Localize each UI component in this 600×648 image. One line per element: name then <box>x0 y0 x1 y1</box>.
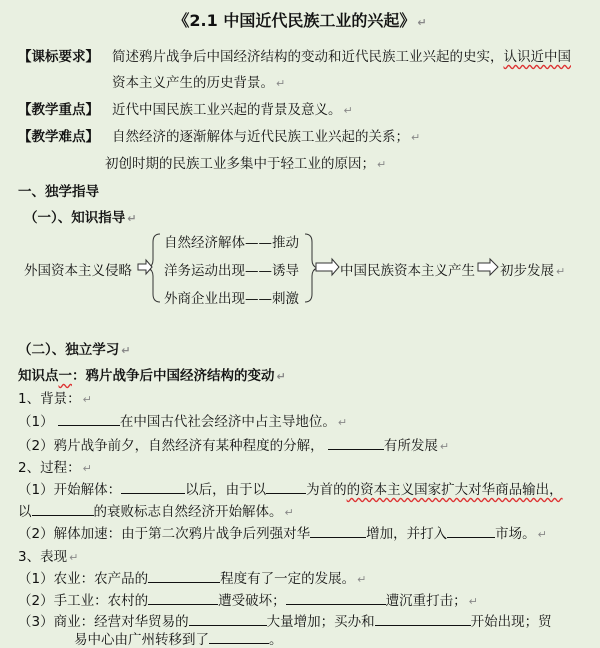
process-item-2: （2）解体加速：由于第二次鸦片战争后列强对华 增加，并打入 市场。 ↵ <box>18 526 547 542</box>
flow-end: 初步发展 ↵ <box>500 263 566 279</box>
fill-blank[interactable] <box>58 413 120 426</box>
key-points-text: 近代中国民族工业兴起的背景及意义。 ↵ <box>112 102 353 118</box>
requirements-label: 【课标要求】 <box>18 49 99 65</box>
right-brace <box>305 234 317 302</box>
flow-start: 外国资本主义侵略 <box>24 263 132 279</box>
process-item-1-cont: 以 的衰败标志自然经济开始解体。 ↵ <box>18 504 294 520</box>
show-item-3-cont: 易中心由广州转移到了 。 <box>74 632 283 648</box>
background-item-1: （1） 在中国古代社会经济中占主导地位。 ↵ <box>18 414 348 430</box>
flow-branch-1: 自然经济解体——推动 <box>164 235 299 251</box>
fill-blank[interactable] <box>286 592 386 605</box>
difficult-points-line2: 初创时期的民族工业多集中于轻工业的原因； ↵ <box>105 156 387 172</box>
fill-blank[interactable] <box>266 481 306 494</box>
fill-blank[interactable] <box>328 437 384 450</box>
fill-blank[interactable] <box>32 503 94 516</box>
section1-subheading: （一）、知识指导 ↵ <box>24 210 137 226</box>
flow-middle: 中国民族资本主义产生 <box>340 263 475 279</box>
process-item-1: （1）开始解体： 以后，由于以 为首的的资本主义国家扩大对华商品输出， <box>18 482 563 498</box>
fill-blank[interactable] <box>189 613 267 626</box>
arrow-3-icon <box>478 259 498 275</box>
fill-blank[interactable] <box>148 570 220 583</box>
background-item-2: （2）鸦片战争前夕，自然经济有某种程度的分解， 有所发展 ↵ <box>18 438 450 454</box>
fill-blank[interactable] <box>209 631 269 644</box>
flow-branch-2: 洋务运动出现——诱导 <box>164 263 299 279</box>
difficult-points-line1: 自然经济的逐渐解体与近代民族工业兴起的关系； ↵ <box>112 129 421 145</box>
show-heading: 3、表现 ↵ <box>18 549 79 565</box>
requirements-text-line1: 简述鸦片战争后中国经济结构的变动和近代民族工业兴起的史实，认识近中国 <box>112 49 571 65</box>
page-title: 《2.1 中国近代民族工业的兴起》 ↵ <box>173 11 427 30</box>
requirements-text-line2: 资本主义产生的历史背景。 ↵ <box>112 75 286 91</box>
key-points-label: 【教学重点】 <box>18 102 99 118</box>
difficult-points-label: 【教学难点】 <box>18 129 99 145</box>
show-item-2: （2）手工业：农村的 遭受破坏； 遭沉重打击； ↵ <box>18 593 478 609</box>
paragraph-mark: ↵ <box>417 16 427 29</box>
fill-blank[interactable] <box>375 613 471 626</box>
show-item-3: （3）商业：经营对华贸易的 大量增加；买办和 开始出现；贸 <box>18 614 552 630</box>
arrow-1-icon <box>138 260 152 274</box>
arrow-2-icon <box>316 259 339 275</box>
section2-heading: （二）、独立学习 ↵ <box>18 342 131 358</box>
process-heading: 2、过程： ↵ <box>18 460 92 476</box>
fill-blank[interactable] <box>121 481 185 494</box>
fill-blank[interactable] <box>447 525 495 538</box>
show-item-1: （1）农业：农产品的 程度有了一定的发展。 ↵ <box>18 571 367 587</box>
background-heading: 1、背景： ↵ <box>18 391 92 407</box>
fill-blank[interactable] <box>310 525 366 538</box>
section1-heading: 一、独学指导 <box>18 184 99 200</box>
flow-branch-3: 外商企业出现——刺激 <box>164 291 299 307</box>
fill-blank[interactable] <box>148 592 218 605</box>
point1-title: 知识点一：鸦片战争后中国经济结构的变动 ↵ <box>18 368 286 384</box>
